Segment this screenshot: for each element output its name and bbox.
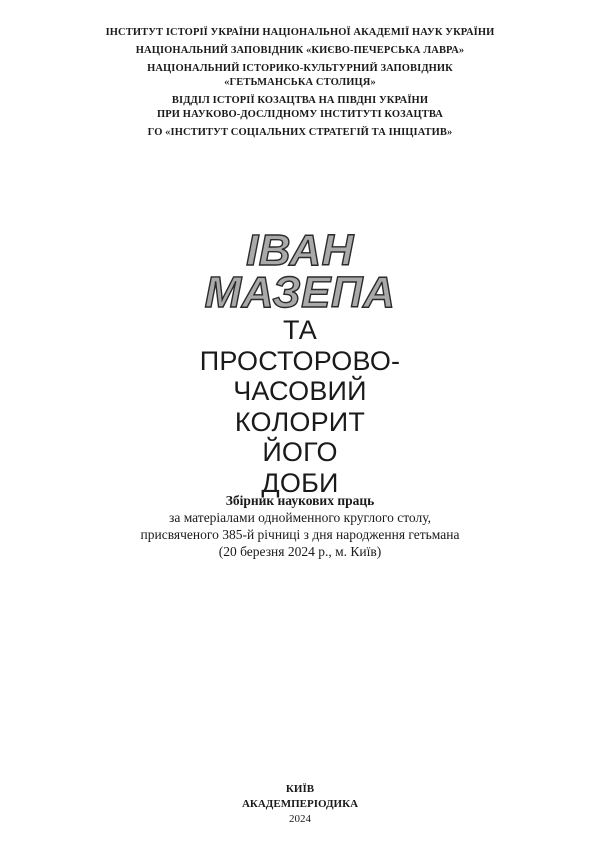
description-block — [0, 492, 600, 560]
subtitle-line-4: КОЛОРИТ — [234, 406, 366, 437]
subtitle-block — [0, 315, 600, 498]
publisher-name: АКАДЕМПЕРІОДИКА — [241, 798, 359, 810]
institution-3 — [0, 62, 600, 90]
subtitle-line-6: ДОБИ — [261, 467, 339, 498]
institution-5-line-1: ГО «ІНСТИТУТ СОЦІАЛЬНИХ СТРАТЕГІЙ ТА ІНІЦІАТИВ» — [147, 127, 453, 138]
subtitle-line-1: ТА — [282, 315, 317, 345]
subtitle-line-2: ПРОСТОРОВО- — [199, 345, 401, 376]
institution-1 — [0, 26, 600, 40]
description-line-1: за матеріалами однойменного круглого столу, — [169, 510, 431, 525]
institution-4-line-1: ВІДДІЛ ІСТОРІЇ КОЗАЦТВА НА ПІВДНІ УКРАЇНИ — [171, 95, 429, 106]
institution-1-line-1: ІНСТИТУТ ІСТОРІЇ УКРАЇНИ НАЦІОНАЛЬНОЇ АКАДЕМІЇ НАУК УКРАЇНИ — [105, 27, 495, 38]
title-ivan: ІВАН — [246, 226, 354, 275]
institution-3-line-1: НАЦІОНАЛЬНИЙ ІСТОРИКО-КУЛЬТУРНИЙ ЗАПОВІДНИК — [147, 63, 453, 74]
institution-4-line-2: ПРИ НАУКОВО-ДОСЛІДНОМУ ІНСТИТУТІ КОЗАЦТВА — [157, 109, 443, 120]
subtitle-line-5: ЙОГО — [262, 437, 338, 467]
subtitle-line-3: ЧАСОВИЙ — [233, 376, 367, 406]
description-line-2: присвяченого 385-й річниці з дня народження гетьмана — [140, 527, 460, 542]
publisher-city: КИЇВ — [285, 783, 315, 795]
institution-2-line-1: НАЦІОНАЛЬНИЙ ЗАПОВІДНИК «КИЄВО-ПЕЧЕРСЬКА ЛАВРА» — [135, 45, 465, 56]
publisher-year: 2024 — [289, 813, 311, 825]
institution-2 — [0, 44, 600, 58]
institutions-block — [0, 26, 600, 144]
institution-3-line-2: «ГЕТЬМАНСЬКА СТОЛИЦЯ» — [224, 77, 376, 88]
description-lead: Збірник наукових праць — [225, 493, 375, 508]
title-mazepa: МАЗЕПА — [204, 268, 396, 317]
institution-4 — [0, 94, 600, 122]
description-line-3: (20 березня 2024 р., м. Київ) — [218, 544, 382, 559]
institution-5 — [0, 126, 600, 140]
publisher-block — [0, 782, 600, 827]
